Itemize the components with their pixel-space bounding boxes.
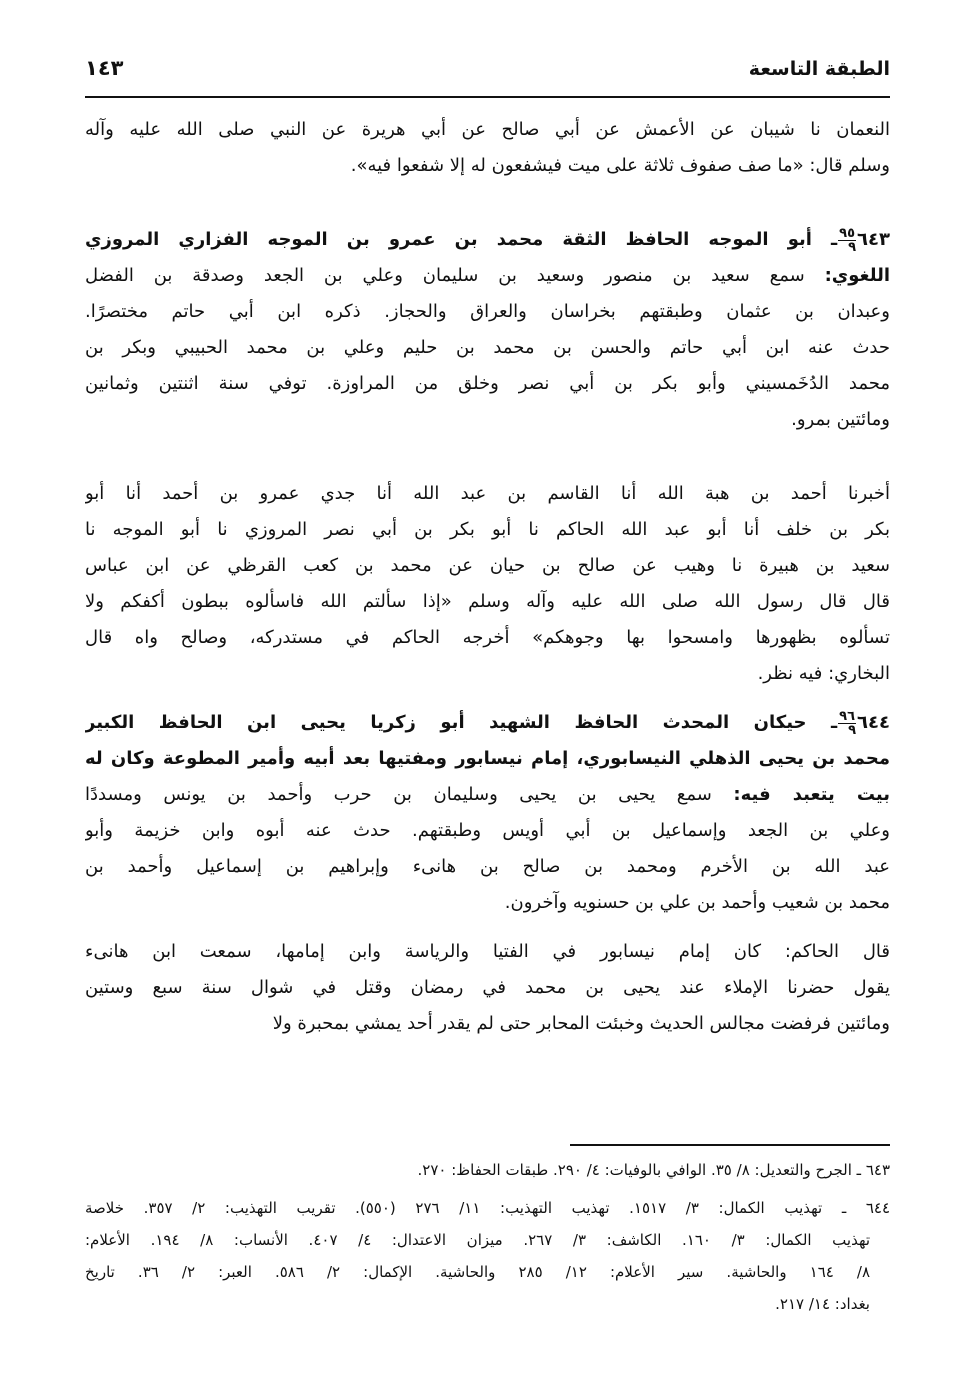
line-text: البخاري: فيه نظر. <box>757 663 890 684</box>
source-reference-fraction <box>838 227 856 254</box>
page-header <box>85 52 890 88</box>
entry-number: ٦٤٤ <box>857 712 890 733</box>
footnote-line: ٨/ ١٦٤ والحاشية. سير الأعلام: ١٢/ ٢٨٥ والحاشية. الإكمال: ٢/ ٥٨٦. العبر: ٢/ ٣٦. تاريخ <box>85 1263 870 1281</box>
text-line <box>85 112 890 148</box>
fraction-bottom: ٩ <box>848 722 857 738</box>
fraction-top: ٩٥ <box>839 225 856 241</box>
text-line <box>85 330 890 366</box>
line-text: ومائتين فرفضت مجالس الحديث وخبئت المحابر حتى لم يقدر أحد يمشي بمحبرة ولا <box>272 1013 890 1034</box>
text-line <box>85 512 890 548</box>
footnote <box>85 1192 890 1320</box>
text-line <box>85 934 890 970</box>
header-rule <box>85 96 890 98</box>
line-text: بكر بن خلف أنا أبو عبد الله الحاكم نا أبو بكر بن أبي نصر المروزي نا أبو الموجه نا <box>85 519 890 540</box>
footnote-rule <box>570 1144 890 1146</box>
footnote-line: بغداد: ١٤/ ٢١٧. <box>775 1295 870 1313</box>
biography-entry <box>85 222 890 438</box>
line-text: وعلي بن الجعد وإسماعيل بن أبي أويس وطبقتهم. حدث عنه أبوه وابن خزيمة وأبو <box>85 820 890 841</box>
line-text: النعمان نا شيبان عن الأعمش عن أبي صالح عن أبي هريرة عن النبي صلى الله عليه وآله <box>85 119 890 140</box>
fraction-bottom: ٩ <box>848 239 857 255</box>
line-text: وعبدان بن عثمان وطبقتهم بخراسان والعراق والحجاز. ذكره ابن أبي حاتم مختصرًا. <box>85 301 890 322</box>
text-line <box>85 705 890 741</box>
text-line <box>85 366 890 402</box>
line-text: قال الحاكم: كان إمام نيسابور في الفتيا والرياسة وابن إمامها، سمعت ابن هانىء <box>85 941 890 962</box>
line-text: سعيد بن هبيرة نا وهيب عن صالح بن حيان عن محمد بن كعب القرظي عن ابن عباس <box>85 555 890 576</box>
line-text: حدث عنه ابن أبي حاتم والحسن بن محمد بن حليم وعلي بن محمد الحبيبي وبكر بن <box>85 337 890 358</box>
entry-number: ٦٤٣ <box>857 229 890 250</box>
text-line <box>85 656 890 692</box>
bold-heading-text: اللغوي: <box>824 265 890 286</box>
line-text: سمع سعيد بن منصور وسعيد بن سليمان وعلي بن الجعد وصدقة بن الفضل <box>85 265 825 286</box>
fraction-top: ٩٦ <box>839 708 856 724</box>
bold-heading-text: محمد بن يحيى الذهلي النيسابوري، إمام نيسابور ومفتيها بعد أبيه وأمير المطوعة وكان له <box>85 748 890 769</box>
text-line <box>85 222 890 258</box>
text-line <box>85 148 890 184</box>
biography-entry <box>85 705 890 921</box>
text-line <box>85 258 890 294</box>
text-line <box>85 584 890 620</box>
bold-heading-text: بيت يتعبد فيه: <box>733 784 890 805</box>
text-line <box>85 849 890 885</box>
text-line <box>85 620 890 656</box>
line-text: تسألوه بظهورها وامسحوا بها وجوهكم» أخرجه الحاكم في مستدركه، وصالح واه قال <box>85 627 890 648</box>
text-line <box>85 476 890 512</box>
text-line <box>85 1006 890 1042</box>
text-line <box>85 402 890 438</box>
line-text: محمد بن شعيب وأحمد بن علي بن حسنويه وآخرون. <box>504 892 890 913</box>
bold-heading-text: ـ أبو الموجه الحافظ الثقة محمد بن عمرو بن الموجه الفزاري المروزي <box>85 229 838 250</box>
line-text: محمد الدُخَمسيني وأبو بكر بن أبي نصر وخلق من المراوزة. توفي سنة اثنتين وثمانين <box>85 373 890 394</box>
main-text <box>85 112 890 1042</box>
footnote-line: ٦٤٤ ـ تهذيب الكمال: ٣/ ١٥١٧. تهذيب التهذيب: ١١/ ٢٧٦ (٥٥٠). تقريب التهذيب: ٢/ ٣٥٧. خلاصة <box>85 1199 890 1217</box>
footnotes <box>85 1154 890 1320</box>
paragraph <box>85 476 890 692</box>
source-reference-fraction <box>838 710 856 737</box>
line-text: سمع يحيى بن يحيى وسليمان بن حرب وأحمد بن يونس ومسددًا <box>85 784 734 805</box>
line-text: عبد الله بن الأخرم ومحمد بن صالح بن هانىء وإبراهيم بن إسماعيل وأحمد بن <box>85 856 890 877</box>
page-number: ١٤٣ <box>85 56 124 80</box>
text-line <box>85 741 890 777</box>
line-text: أخبرنا أحمد بن هبة الله أنا القاسم بن عبد الله أنا جدي عمرو بن أحمد أنا أبو <box>85 483 890 504</box>
text-line <box>85 885 890 921</box>
footnote-line: ٦٤٣ ـ الجرح والتعديل: ٨/ ٣٥. الوافي بالوفيات: ٤/ ٢٩٠. طبقات الحفاظ: ٢٧٠. <box>417 1161 890 1179</box>
text-line <box>85 777 890 813</box>
line-text: وسلم قال: «ما صف صفوف ثلاثة على ميت فيشفعون له إلا شفعوا فيه». <box>350 155 890 176</box>
text-line <box>85 294 890 330</box>
footnote-line: تهذيب الكمال: ٣/ ١٦٠. الكاشف: ٣/ ٢٦٧. ميزان الاعتدال: ٤/ ٤٠٧. الأنساب: ٨/ ١٩٤. الأعلام: <box>85 1231 871 1249</box>
text-line <box>85 548 890 584</box>
paragraph <box>85 934 890 1042</box>
footnote <box>85 1154 890 1186</box>
text-line <box>85 813 890 849</box>
bold-heading-text: ـ حيكان المحدث الحافظ الشهيد أبو زكريا يحيى ابن الحافظ الكبير <box>85 712 838 733</box>
line-text: يقول حضرنا الإملاء عند يحيى بن محمد في رمضان وقتل في شوال سنة سبع وستين <box>85 977 890 998</box>
running-title: الطبقة التاسعة <box>748 58 890 80</box>
text-line <box>85 970 890 1006</box>
paragraph <box>85 112 890 184</box>
line-text: ومائتين بمرو. <box>791 409 890 430</box>
line-text: قال قال رسول الله صلى الله عليه وآله وسلم «إذا سألتم الله فاسألوه ببطون أكفكم ولا <box>85 591 890 612</box>
